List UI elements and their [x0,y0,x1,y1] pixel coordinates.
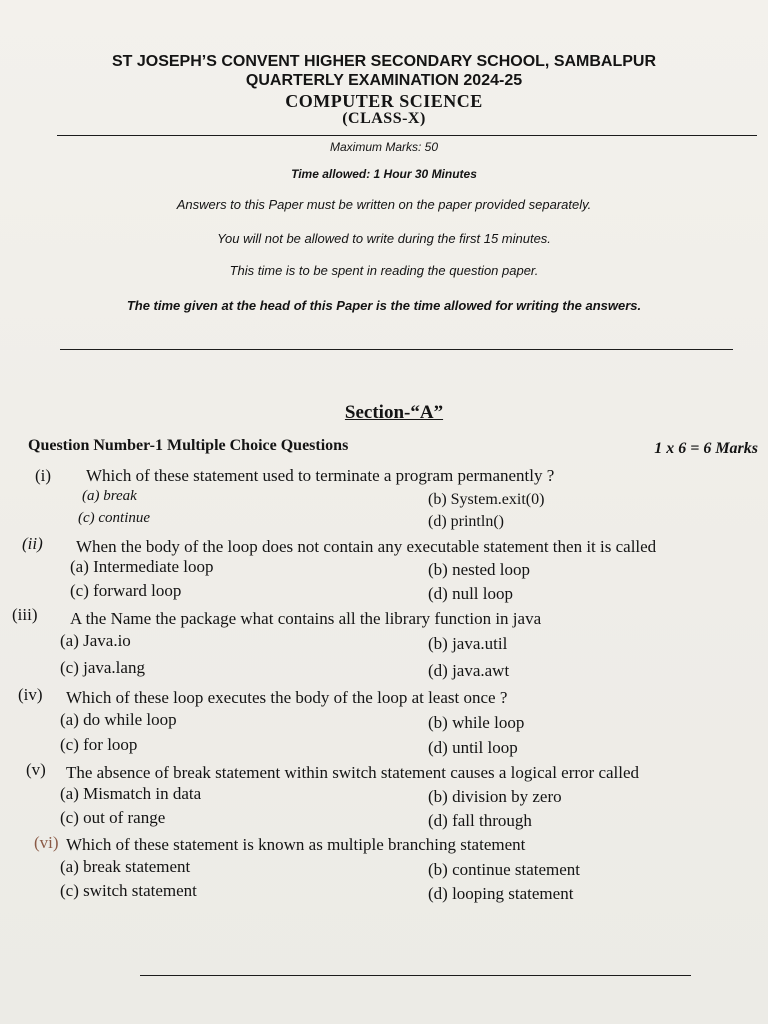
option-d: (d) null loop [428,584,513,603]
option-d: (d) until loop [428,738,518,757]
class-label: (CLASS-X) [342,110,426,127]
question-text: Which of these loop executes the body of the loop at least once ? [66,688,508,707]
option-d: (d) java.awt [428,661,510,680]
option-c: (c) forward loop [70,581,182,600]
option-a: (a) Mismatch in data [60,784,202,803]
option-d: (d) println() [428,513,504,530]
question-number: (iv) [18,685,43,704]
instruction-line-3: This time is to be spent in reading the question paper. [229,263,539,278]
option-a: (a) break [82,488,137,504]
question-number: (i) [35,466,52,485]
option-c: (c) continue [78,510,151,526]
option-b: (b) while loop [428,713,525,732]
time-allowed: Time allowed: 1 Hour 30 Minutes [291,167,477,181]
option-a: (a) do while loop [60,710,177,729]
option-c: (c) java.lang [60,658,145,677]
footer-divider [140,975,691,976]
question-text: A the Name the package what contains all the library function in java [70,609,542,628]
option-c: (c) for loop [60,735,138,754]
option-d: (d) looping statement [428,884,574,903]
question-text: Which of these statement used to terminate a program permanently ? [86,466,555,485]
subject-title: COMPUTER SCIENCE [285,91,483,111]
question-text: Which of these statement is known as multiple branching statement [66,835,526,854]
section-title: Section-“A” [344,402,444,423]
option-a: (a) Java.io [60,631,131,650]
instruction-line-4: The time given at the head of this Paper is the time allowed for writing the answers. [126,298,642,313]
exam-title: QUARTERLY EXAMINATION 2024-25 [245,72,523,89]
option-c: (c) out of range [60,808,166,827]
option-a: (a) break statement [60,857,191,876]
question-number: (v) [26,760,46,779]
question-heading: Question Number-1 Multiple Choice Questions [28,437,349,454]
option-a: (a) Intermediate loop [70,557,214,576]
option-b: (b) nested loop [428,560,530,579]
question-text: The absence of break statement within switch statement causes a logical error called [66,763,640,782]
question-number: (ii) [22,534,43,553]
instruction-line-2: You will not be allowed to write during the first 15 minutes. [217,231,551,246]
question-number: (iii) [12,605,38,624]
question-text: When the body of the loop does not contain any executable statement then it is called [76,537,657,556]
marks-label: 1 x 6 = 6 Marks [654,440,758,457]
question-number: (vi) [34,833,59,852]
option-b: (b) division by zero [428,787,562,806]
option-c: (c) switch statement [60,881,197,900]
option-d: (d) fall through [428,811,532,830]
max-marks: Maximum Marks: 50 [329,140,439,154]
instructions-divider [60,349,733,350]
school-name: ST JOSEPH’S CONVENT HIGHER SECONDARY SCHOOL, SAMBALPUR [111,53,657,70]
option-b: (b) System.exit(0) [428,491,545,508]
instruction-line-1: Answers to this Paper must be written on the paper provided separately. [176,197,592,212]
header-divider [57,135,757,136]
option-b: (b) java.util [428,634,508,653]
option-b: (b) continue statement [428,860,581,879]
